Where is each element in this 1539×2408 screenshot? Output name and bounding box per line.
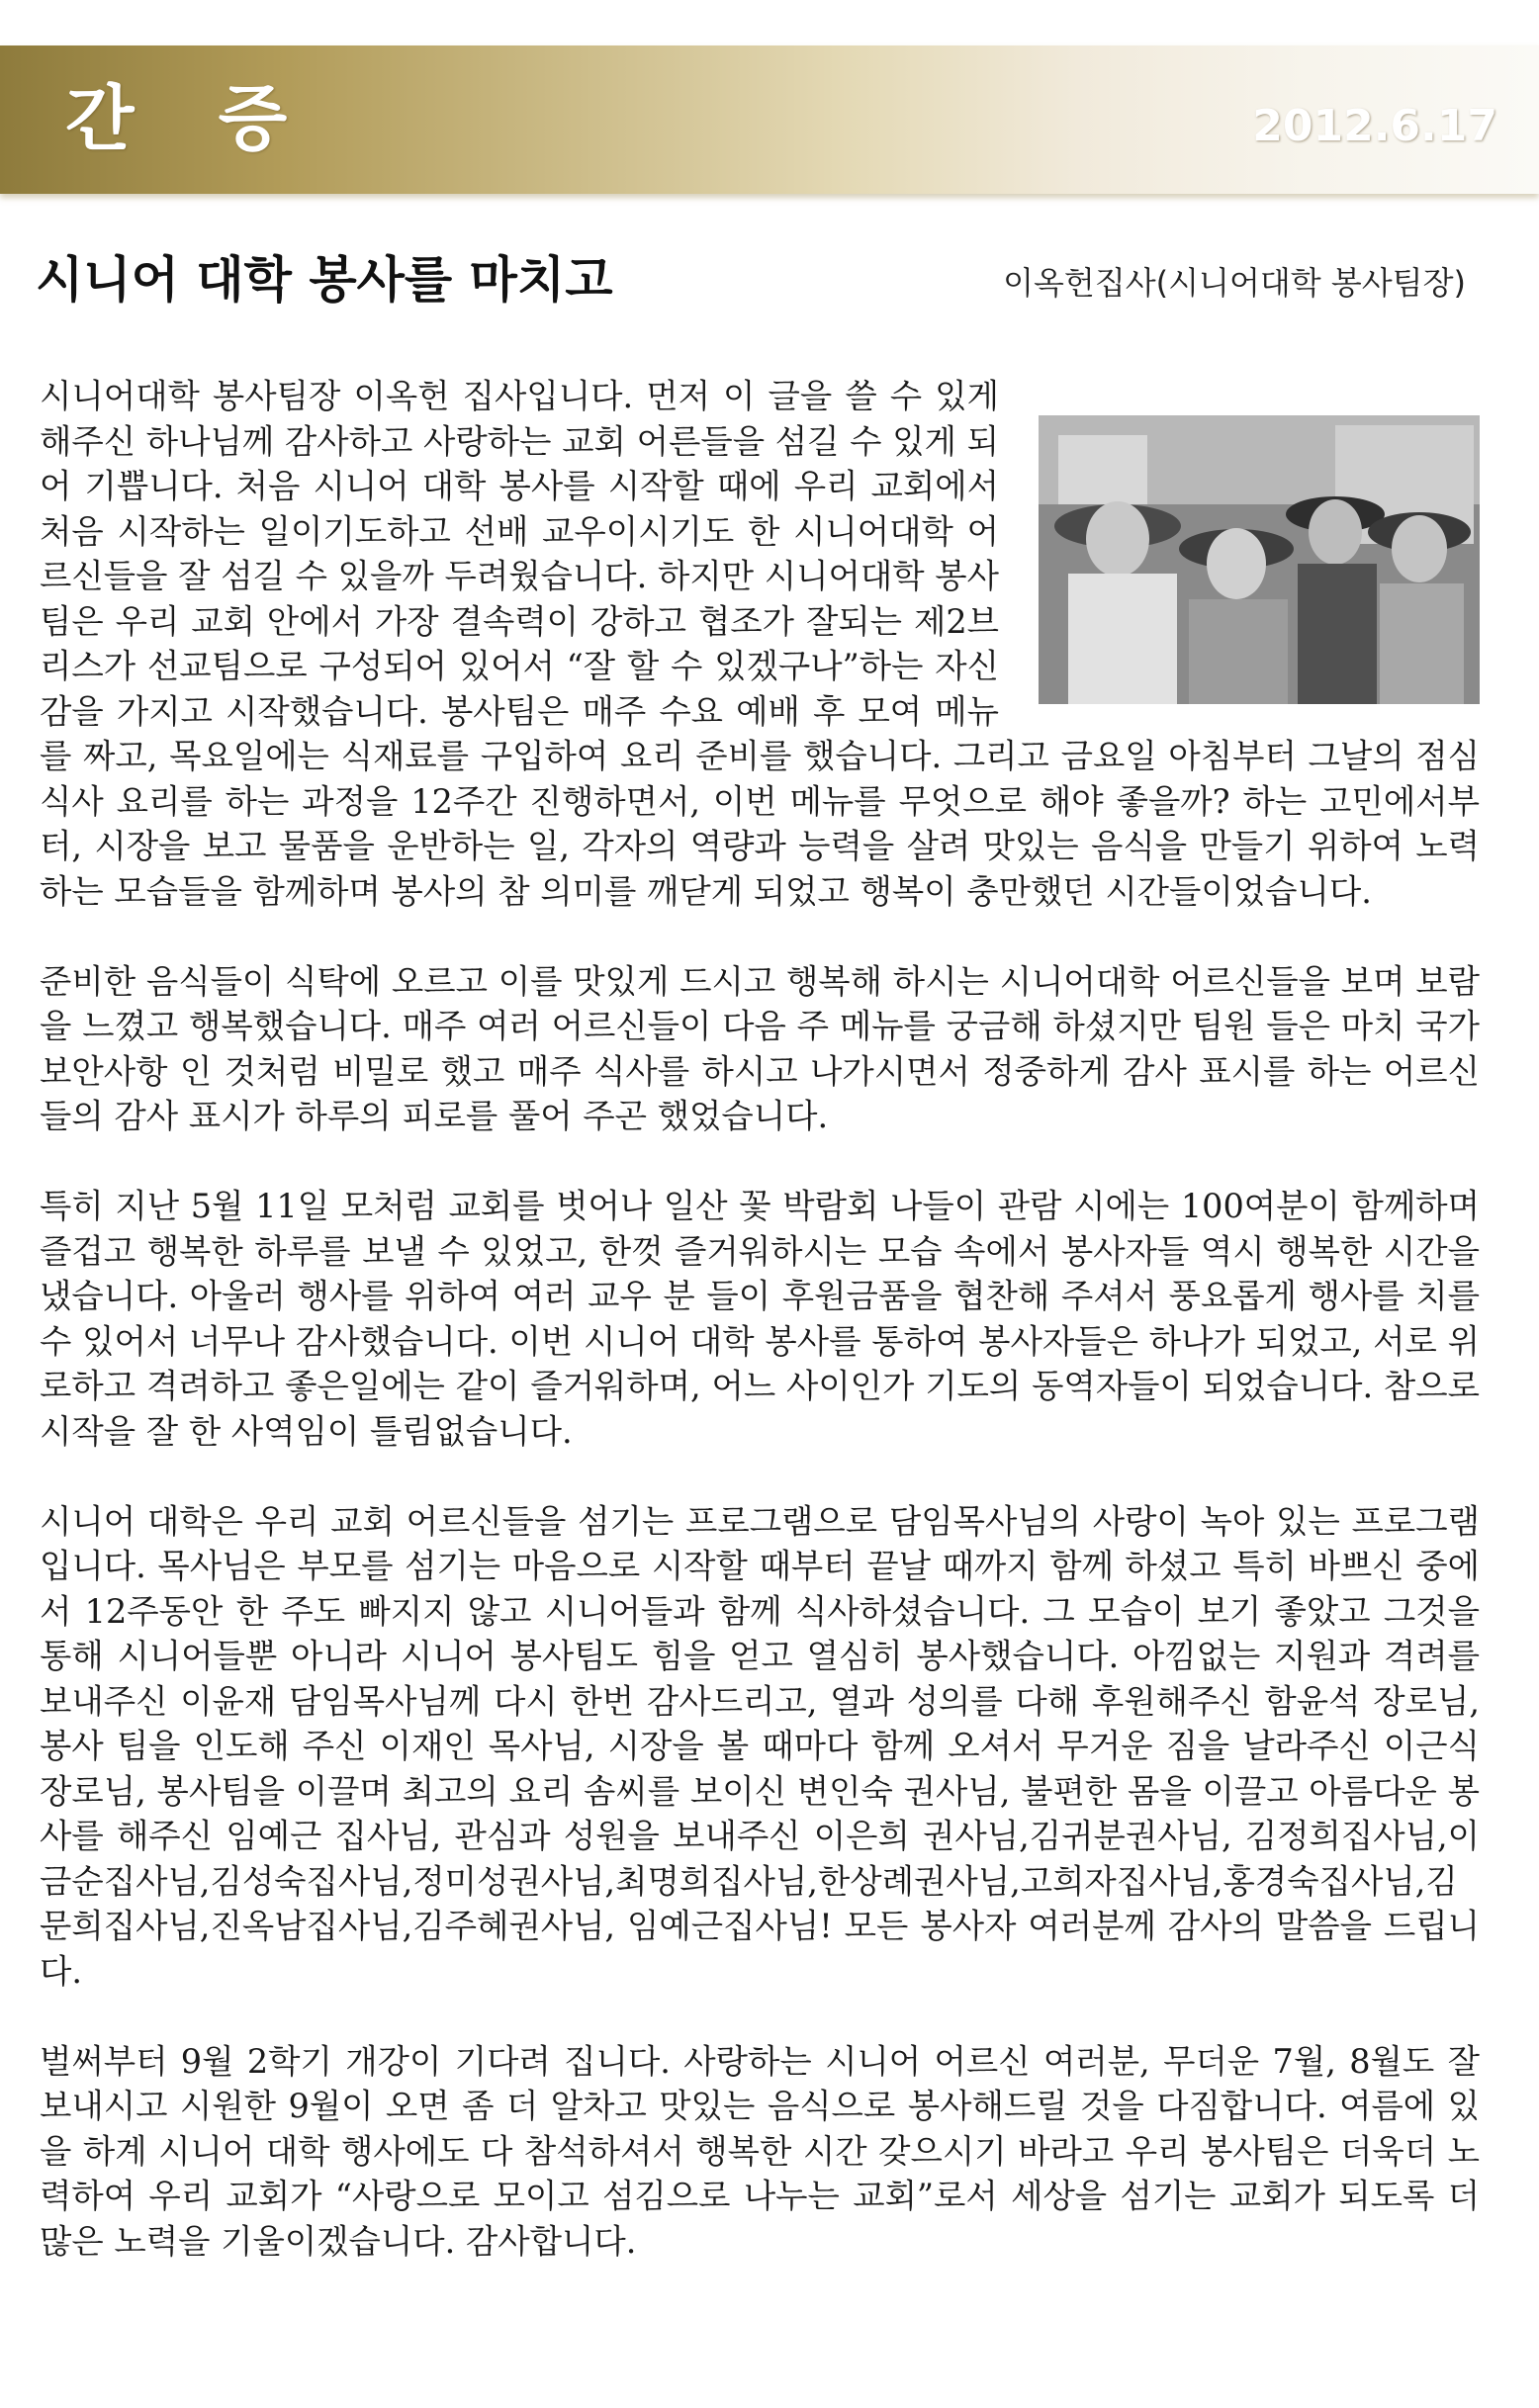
volunteer-team-photo (1039, 415, 1480, 704)
paragraph-2: 준비한 음식들이 식탁에 오르고 이를 맛있게 드시고 행복해 하시는 시니어대학 어르신들을 보며 보람을 느꼈고 행복했습니다. 매주 여러 어르신들이 다음 주 메뉴를 궁금해 하셨지만 팀원 들은 마치 국가 보안사항 인 것처럼 비밀로 했고 매주 식사를 하시고 나가시면서 정중하게 감사 표시를 하는 어르신들의 감사 표시가 하루의 피로를 풀어 주곤 했었습니다. (40, 961, 1480, 1135)
issue-date: 2012.6.17 (1252, 101, 1497, 151)
section-banner (0, 45, 1539, 194)
top-margin (0, 0, 1539, 45)
paragraph-1: 시니어대학 봉사팀장 이옥헌 집사입니다. 먼저 이 글을 쓸 수 있게 해주신 하나님께 감사하고 사랑하는 교회 어른들을 섬길 수 있게 되어 기쁩니다. 처음 시니어 대학 봉사를 시작할 때에 우리 교회에서 처음 시작하는 일이기도하고 선배 교우이시기도 한 시니어대학 어르신들을 잘 섬길 수 있을까 두려웠습니다. 하지만 시니어대학 봉사 팀은 우리 교회 안에서 가장 결속력이 강하고 협조가 잘되는 제2브리스가 선교팀으로 구성되어 있어서 “잘 할 수 있겠구나”하는 자신감을 가지고 시작했습니다. 봉사팀은 매주 수요 예배 후 모여 메뉴를 짜고, 목요일에는 식재료를 구입하여 요리 준비를 했습니다. 그리고 금요일 아침부터 그날의 점심식사 요리를 하는 과정을 12주간 진행하면서, 이번 메뉴를 무엇으로 해야 좋을까? 하는 고민에서부터, 시장을 보고 물품을 운반하는 일, 각자의 역량과 능력을 살려 맛있는 음식을 만들기 위하여 노력하는 모습들을 함께하며 봉사의 참 의미를 깨닫게 되었고 행복이 충만했던 시간들이었습니다. (40, 377, 1480, 911)
article-body (40, 374, 1480, 2309)
paragraph-3: 특히 지난 5월 11일 모처럼 교회를 벗어나 일산 꽃 박람회 나들이 관람 시에는 100여분이 함께하며 즐겁고 행복한 하루를 보낼 수 있었고, 한껏 즐거워하시는 모습 속에서 봉사자들 역시 행복한 시간을 냈습니다. 아울러 행사를 위하여 여러 교우 분 들이 후원금품을 협찬해 주셔서 풍요롭게 행사를 치를 수 있어서 너무나 감사했습니다. 이번 시니어 대학 봉사를 통하여 봉사자들은 하나가 되었고, 서로 위로하고 격려하고 좋은일에는 같이 즐거워하며, 어느 사이인가 기도의 동역자들이 되었습니다. 참으로 시작을 잘 한 사역임이 틀림없습니다. (40, 1187, 1480, 1451)
article-author: 이옥헌집사(시니어대학 봉사팀장) (1003, 264, 1466, 302)
photo-illustration (1039, 415, 1480, 704)
paragraph-4: 시니어 대학은 우리 교회 어르신들을 섬기는 프로그램으로 담임목사님의 사랑이 녹아 있는 프로그램입니다. 목사님은 부모를 섬기는 마음으로 시작할 때부터 끝날 때까지 함께 하셨고 특히 바쁘신 중에서 12주동안 한 주도 빠지지 않고 시니어들과 함께 식사하셨습니다. 그 모습이 보기 좋았고 그것을 통해 시니어들뿐 아니라 시니어 봉사팀도 힘을 얻고 열심히 봉사했습니다. 아낌없는 지원과 격려를 보내주신 이윤재 담임목사님께 다시 한번 감사드리고, 열과 성의를 다해 후원해주신 함윤석 장로님, 봉사 팀을 인도해 주신 이재인 목사님, 시장을 볼 때마다 함께 오셔서 무거운 짐을 날라주신 이근식 장로님, 봉사팀을 이끌며 최고의 요리 솜씨를 보이신 변인숙 권사님, 불편한 몸을 이끌고 아름다운 봉사를 해주신 임예근 집사님, 관심과 성원을 보내주신 이은희 권사님,김귀분권사님, 김정희집사님,이금순집사님,김성숙집사님,정미성권사님,최명희집사님,한상례권사님,고희자집사님,홍경숙집사님,김문희집사님,진옥남집사님,김주혜권사님, 임예근집사님! 모든 봉사자 여러분께 감사의 말씀을 드립니다. (40, 1501, 1480, 1991)
paragraph-5: 벌써부터 9월 2학기 개강이 기다려 집니다. 사랑하는 시니어 어르신 여러분, 무더운 7월, 8월도 잘 보내시고 시원한 9월이 오면 좀 더 알차고 맛있는 음식으로 봉사해드릴 것을 다짐합니다. 여름에 있을 하계 시니어 대학 행사에도 다 참석하셔서 행복한 시간 갖으시기 바라고 우리 봉사팀은 더욱더 노력하여 우리 교회가 “사랑으로 모이고 섬김으로 나누는 교회”로서 세상을 섬기는 교회가 되도록 더 많은 노력을 기울이겠습니다. 감사합니다. (40, 2041, 1480, 2261)
section-title: 간 증 (65, 77, 317, 160)
article-title: 시니어 대학 봉사를 마치고 (36, 251, 613, 309)
